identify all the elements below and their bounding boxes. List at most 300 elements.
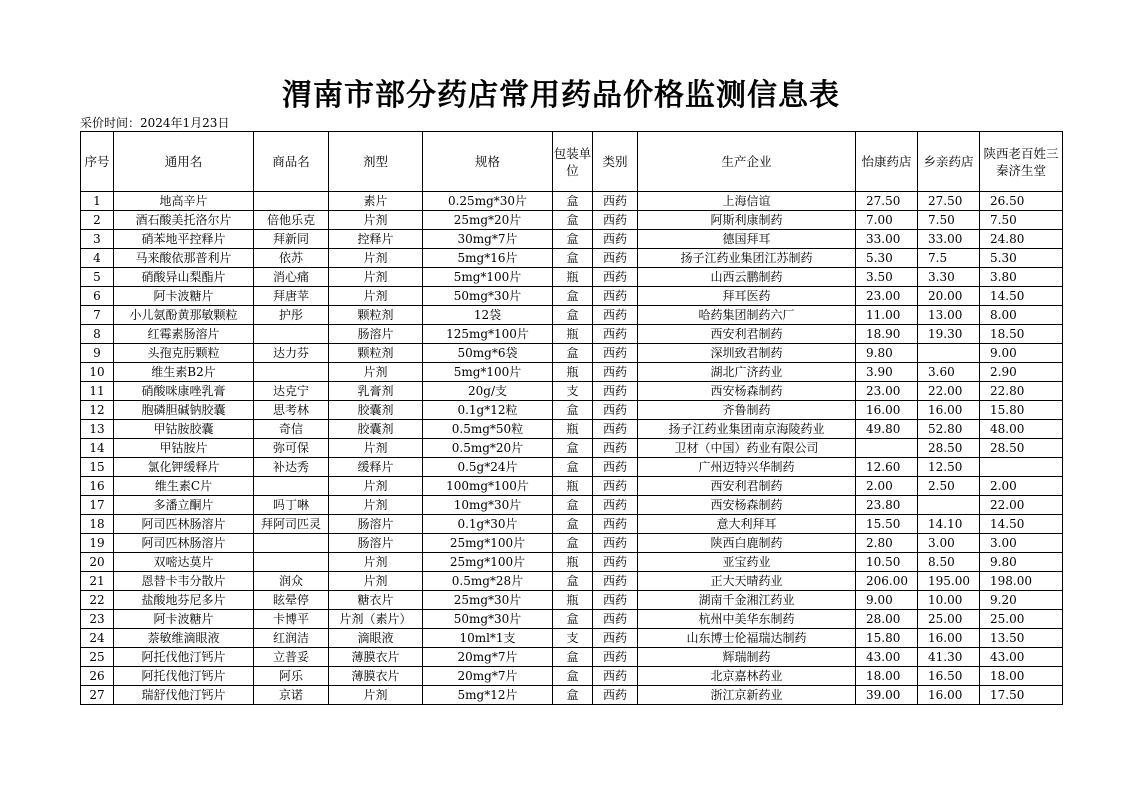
cell-spec: 0.5mg*28片 <box>423 572 553 591</box>
cell-price-laobaixing: 13.50 <box>980 629 1063 648</box>
cell-generic-name: 红霉素肠溶片 <box>114 325 254 344</box>
cell-manufacturer: 广州迈特兴华制药 <box>638 458 856 477</box>
cell-dosage-form: 肠溶片 <box>329 515 423 534</box>
cell-price-yikang: 18.90 <box>856 325 918 344</box>
cell-dosage-form: 片剂 <box>329 249 423 268</box>
cell-brand-name: 依苏 <box>254 249 329 268</box>
cell-category: 西药 <box>593 230 638 249</box>
cell-brand-name: 拜唐苹 <box>254 287 329 306</box>
cell-price-xiangqin: 16.50 <box>918 667 980 686</box>
cell-generic-name: 阿卡波糖片 <box>114 287 254 306</box>
header-index: 序号 <box>81 132 114 192</box>
cell-package-unit: 盒 <box>553 515 593 534</box>
cell-price-laobaixing: 48.00 <box>980 420 1063 439</box>
cell-spec: 100mg*100片 <box>423 477 553 496</box>
table-row <box>81 648 1063 667</box>
cell-price-xiangqin: 13.00 <box>918 306 980 325</box>
cell-index: 22 <box>81 591 114 610</box>
cell-index: 25 <box>81 648 114 667</box>
cell-index: 4 <box>81 249 114 268</box>
cell-brand-name: 京诺 <box>254 686 329 705</box>
cell-category: 西药 <box>593 268 638 287</box>
table-row <box>81 287 1063 306</box>
cell-package-unit: 盒 <box>553 686 593 705</box>
cell-price-yikang: 7.00 <box>856 211 918 230</box>
cell-dosage-form: 片剂 <box>329 477 423 496</box>
cell-category: 西药 <box>593 192 638 211</box>
cell-index: 11 <box>81 382 114 401</box>
cell-package-unit: 瓶 <box>553 325 593 344</box>
cell-price-yikang: 33.00 <box>856 230 918 249</box>
cell-category: 西药 <box>593 572 638 591</box>
table-row <box>81 477 1063 496</box>
cell-price-laobaixing: 3.00 <box>980 534 1063 553</box>
cell-price-yikang: 15.80 <box>856 629 918 648</box>
cell-package-unit: 瓶 <box>553 420 593 439</box>
cell-price-laobaixing: 2.00 <box>980 477 1063 496</box>
cell-brand-name: 护彤 <box>254 306 329 325</box>
cell-brand-name: 润众 <box>254 572 329 591</box>
cell-dosage-form: 片剂 <box>329 572 423 591</box>
cell-spec: 10mg*30片 <box>423 496 553 515</box>
table-row <box>81 667 1063 686</box>
cell-spec: 12袋 <box>423 306 553 325</box>
cell-index: 2 <box>81 211 114 230</box>
cell-package-unit: 盒 <box>553 306 593 325</box>
cell-price-laobaixing: 22.80 <box>980 382 1063 401</box>
cell-brand-name <box>254 553 329 572</box>
cell-manufacturer: 哈药集团制药六厂 <box>638 306 856 325</box>
cell-index: 26 <box>81 667 114 686</box>
cell-brand-name: 吗丁啉 <box>254 496 329 515</box>
cell-spec: 0.25mg*30片 <box>423 192 553 211</box>
cell-manufacturer: 湖南千金湘江药业 <box>638 591 856 610</box>
cell-spec: 0.5mg*20片 <box>423 439 553 458</box>
cell-price-yikang: 39.00 <box>856 686 918 705</box>
cell-category: 西药 <box>593 287 638 306</box>
cell-price-laobaixing <box>980 458 1063 477</box>
header-price-yikang: 怡康药店 <box>856 132 918 192</box>
cell-manufacturer: 西安利君制药 <box>638 477 856 496</box>
cell-package-unit: 盒 <box>553 439 593 458</box>
cell-price-xiangqin: 16.00 <box>918 629 980 648</box>
cell-price-yikang: 23.80 <box>856 496 918 515</box>
cell-brand-name <box>254 325 329 344</box>
table-row <box>81 344 1063 363</box>
cell-manufacturer: 意大利拜耳 <box>638 515 856 534</box>
cell-brand-name: 红润洁 <box>254 629 329 648</box>
cell-category: 西药 <box>593 439 638 458</box>
cell-package-unit: 盒 <box>553 344 593 363</box>
cell-package-unit: 盒 <box>553 230 593 249</box>
cell-price-laobaixing: 9.00 <box>980 344 1063 363</box>
cell-spec: 25mg*30片 <box>423 591 553 610</box>
cell-spec: 0.1g*12粒 <box>423 401 553 420</box>
cell-price-laobaixing: 24.80 <box>980 230 1063 249</box>
table-row <box>81 496 1063 515</box>
cell-category: 西药 <box>593 591 638 610</box>
cell-price-yikang: 27.50 <box>856 192 918 211</box>
cell-spec: 0.5mg*50粒 <box>423 420 553 439</box>
cell-index: 14 <box>81 439 114 458</box>
cell-price-laobaixing: 26.50 <box>980 192 1063 211</box>
cell-category: 西药 <box>593 648 638 667</box>
cell-manufacturer: 西安利君制药 <box>638 325 856 344</box>
cell-package-unit: 盒 <box>553 287 593 306</box>
cell-brand-name: 立普妥 <box>254 648 329 667</box>
table-row <box>81 306 1063 325</box>
cell-price-laobaixing: 28.50 <box>980 439 1063 458</box>
cell-dosage-form: 胶囊剂 <box>329 401 423 420</box>
cell-package-unit: 瓶 <box>553 553 593 572</box>
cell-brand-name <box>254 363 329 382</box>
header-price-xiangqin: 乡亲药店 <box>918 132 980 192</box>
cell-brand-name: 弥可保 <box>254 439 329 458</box>
cell-package-unit: 盒 <box>553 496 593 515</box>
cell-spec: 5mg*16片 <box>423 249 553 268</box>
cell-index: 20 <box>81 553 114 572</box>
cell-dosage-form: 片剂 <box>329 553 423 572</box>
cell-generic-name: 萘敏维滴眼液 <box>114 629 254 648</box>
cell-manufacturer: 扬子江药业集团南京海陵药业 <box>638 420 856 439</box>
cell-dosage-form: 糖衣片 <box>329 591 423 610</box>
cell-price-laobaixing: 25.00 <box>980 610 1063 629</box>
cell-spec: 20g/支 <box>423 382 553 401</box>
cell-price-xiangqin: 16.00 <box>918 401 980 420</box>
cell-spec: 50mg*30片 <box>423 287 553 306</box>
cell-index: 27 <box>81 686 114 705</box>
header-price-laobaixing: 陕西老百姓三秦济生堂 <box>980 132 1063 192</box>
cell-spec: 5mg*12片 <box>423 686 553 705</box>
cell-generic-name: 多潘立酮片 <box>114 496 254 515</box>
cell-dosage-form: 肠溶片 <box>329 325 423 344</box>
table-row <box>81 363 1063 382</box>
cell-category: 西药 <box>593 363 638 382</box>
cell-manufacturer: 正大天晴药业 <box>638 572 856 591</box>
cell-price-laobaixing: 15.80 <box>980 401 1063 420</box>
cell-price-yikang: 206.00 <box>856 572 918 591</box>
table-row <box>81 249 1063 268</box>
cell-brand-name: 拜阿司匹灵 <box>254 515 329 534</box>
table-row <box>81 686 1063 705</box>
header-brand-name: 商品名 <box>254 132 329 192</box>
cell-generic-name: 恩替卡韦分散片 <box>114 572 254 591</box>
table-row <box>81 382 1063 401</box>
cell-generic-name: 胞磷胆碱钠胶囊 <box>114 401 254 420</box>
cell-package-unit: 盒 <box>553 192 593 211</box>
cell-price-xiangqin: 3.60 <box>918 363 980 382</box>
cell-generic-name: 瑞舒伐他汀钙片 <box>114 686 254 705</box>
cell-category: 西药 <box>593 420 638 439</box>
cell-manufacturer: 上海信谊 <box>638 192 856 211</box>
cell-spec: 0.1g*30片 <box>423 515 553 534</box>
cell-index: 9 <box>81 344 114 363</box>
cell-spec: 5mg*100片 <box>423 363 553 382</box>
table-row <box>81 268 1063 287</box>
cell-price-laobaixing: 17.50 <box>980 686 1063 705</box>
cell-generic-name: 阿托伐他汀钙片 <box>114 648 254 667</box>
cell-generic-name: 硝酸咪康唑乳膏 <box>114 382 254 401</box>
cell-brand-name: 达克宁 <box>254 382 329 401</box>
cell-price-yikang: 2.00 <box>856 477 918 496</box>
cell-manufacturer: 北京嘉林药业 <box>638 667 856 686</box>
cell-dosage-form: 片剂 <box>329 496 423 515</box>
cell-category: 西药 <box>593 325 638 344</box>
cell-index: 13 <box>81 420 114 439</box>
cell-category: 西药 <box>593 515 638 534</box>
cell-generic-name: 马来酸依那普利片 <box>114 249 254 268</box>
cell-index: 7 <box>81 306 114 325</box>
table-row <box>81 515 1063 534</box>
cell-manufacturer: 湖北广济药业 <box>638 363 856 382</box>
cell-brand-name <box>254 192 329 211</box>
cell-price-laobaixing: 198.00 <box>980 572 1063 591</box>
cell-index: 3 <box>81 230 114 249</box>
table-row <box>81 401 1063 420</box>
cell-brand-name: 达力芬 <box>254 344 329 363</box>
cell-spec: 50mg*30片 <box>423 610 553 629</box>
cell-spec: 5mg*100片 <box>423 268 553 287</box>
table-row <box>81 610 1063 629</box>
cell-price-yikang: 23.00 <box>856 287 918 306</box>
cell-generic-name: 阿卡波糖片 <box>114 610 254 629</box>
cell-package-unit: 盒 <box>553 249 593 268</box>
cell-price-xiangqin: 7.5 <box>918 249 980 268</box>
cell-package-unit: 支 <box>553 629 593 648</box>
cell-price-laobaixing: 3.80 <box>980 268 1063 287</box>
cell-package-unit: 瓶 <box>553 268 593 287</box>
cell-dosage-form: 胶囊剂 <box>329 420 423 439</box>
cell-index: 24 <box>81 629 114 648</box>
cell-price-yikang: 11.00 <box>856 306 918 325</box>
table-row <box>81 325 1063 344</box>
cell-spec: 20mg*7片 <box>423 648 553 667</box>
cell-price-yikang: 3.50 <box>856 268 918 287</box>
cell-index: 18 <box>81 515 114 534</box>
cell-category: 西药 <box>593 667 638 686</box>
cell-price-laobaixing: 14.50 <box>980 287 1063 306</box>
cell-manufacturer: 扬子江药业集团江苏制药 <box>638 249 856 268</box>
cell-spec: 25mg*100片 <box>423 534 553 553</box>
header-spec: 规格 <box>423 132 553 192</box>
table-body <box>81 192 1063 705</box>
cell-generic-name: 盐酸地芬尼多片 <box>114 591 254 610</box>
cell-dosage-form: 片剂 <box>329 287 423 306</box>
cell-manufacturer: 陕西白鹿制药 <box>638 534 856 553</box>
cell-brand-name: 阿乐 <box>254 667 329 686</box>
cell-spec: 20mg*7片 <box>423 667 553 686</box>
cell-index: 12 <box>81 401 114 420</box>
cell-dosage-form: 缓释片 <box>329 458 423 477</box>
cell-price-yikang: 2.80 <box>856 534 918 553</box>
cell-price-yikang: 10.50 <box>856 553 918 572</box>
cell-manufacturer: 西安杨森制药 <box>638 382 856 401</box>
cell-manufacturer: 齐鲁制药 <box>638 401 856 420</box>
cell-category: 西药 <box>593 686 638 705</box>
cell-package-unit: 支 <box>553 382 593 401</box>
cell-price-yikang: 28.00 <box>856 610 918 629</box>
cell-package-unit: 瓶 <box>553 477 593 496</box>
cell-dosage-form: 薄膜衣片 <box>329 667 423 686</box>
cell-price-xiangqin: 25.00 <box>918 610 980 629</box>
cell-price-xiangqin: 22.00 <box>918 382 980 401</box>
cell-price-xiangqin: 10.00 <box>918 591 980 610</box>
cell-spec: 0.5g*24片 <box>423 458 553 477</box>
cell-price-xiangqin: 8.50 <box>918 553 980 572</box>
cell-brand-name: 思考林 <box>254 401 329 420</box>
cell-brand-name: 卡博平 <box>254 610 329 629</box>
cell-price-yikang: 16.00 <box>856 401 918 420</box>
table-row <box>81 192 1063 211</box>
cell-brand-name: 补达秀 <box>254 458 329 477</box>
cell-index: 21 <box>81 572 114 591</box>
cell-category: 西药 <box>593 629 638 648</box>
cell-price-yikang: 49.80 <box>856 420 918 439</box>
cell-category: 西药 <box>593 496 638 515</box>
cell-price-laobaixing: 2.90 <box>980 363 1063 382</box>
cell-package-unit: 盒 <box>553 667 593 686</box>
cell-price-xiangqin: 52.80 <box>918 420 980 439</box>
cell-generic-name: 维生素C片 <box>114 477 254 496</box>
table-row <box>81 458 1063 477</box>
cell-category: 西药 <box>593 477 638 496</box>
table-row <box>81 553 1063 572</box>
cell-spec: 25mg*100片 <box>423 553 553 572</box>
cell-price-yikang: 3.90 <box>856 363 918 382</box>
cell-manufacturer: 阿斯利康制药 <box>638 211 856 230</box>
cell-dosage-form: 滴眼液 <box>329 629 423 648</box>
cell-brand-name: 眩晕停 <box>254 591 329 610</box>
cell-index: 16 <box>81 477 114 496</box>
cell-manufacturer: 亚宝药业 <box>638 553 856 572</box>
cell-price-xiangqin: 33.00 <box>918 230 980 249</box>
cell-generic-name: 甲钴胺胶囊 <box>114 420 254 439</box>
cell-package-unit: 盒 <box>553 401 593 420</box>
cell-price-yikang <box>856 439 918 458</box>
cell-price-xiangqin: 14.10 <box>918 515 980 534</box>
cell-price-xiangqin: 2.50 <box>918 477 980 496</box>
cell-index: 23 <box>81 610 114 629</box>
table-row <box>81 420 1063 439</box>
cell-category: 西药 <box>593 382 638 401</box>
cell-manufacturer: 山东博士伦福瑞达制药 <box>638 629 856 648</box>
cell-dosage-form: 素片 <box>329 192 423 211</box>
cell-brand-name: 拜新同 <box>254 230 329 249</box>
cell-price-xiangqin <box>918 496 980 515</box>
cell-spec: 50mg*6袋 <box>423 344 553 363</box>
cell-dosage-form: 片剂 <box>329 439 423 458</box>
cell-generic-name: 阿司匹林肠溶片 <box>114 534 254 553</box>
cell-dosage-form: 颗粒剂 <box>329 306 423 325</box>
cell-price-yikang: 9.80 <box>856 344 918 363</box>
table-row <box>81 211 1063 230</box>
cell-price-xiangqin: 27.50 <box>918 192 980 211</box>
cell-dosage-form: 控释片 <box>329 230 423 249</box>
cell-dosage-form: 片剂（素片） <box>329 610 423 629</box>
cell-price-laobaixing: 5.30 <box>980 249 1063 268</box>
cell-price-yikang: 15.50 <box>856 515 918 534</box>
cell-dosage-form: 乳膏剂 <box>329 382 423 401</box>
cell-index: 10 <box>81 363 114 382</box>
cell-index: 8 <box>81 325 114 344</box>
cell-price-laobaixing: 9.80 <box>980 553 1063 572</box>
cell-price-xiangqin: 28.50 <box>918 439 980 458</box>
cell-dosage-form: 片剂 <box>329 363 423 382</box>
cell-index: 5 <box>81 268 114 287</box>
cell-index: 17 <box>81 496 114 515</box>
cell-price-yikang: 18.00 <box>856 667 918 686</box>
cell-index: 15 <box>81 458 114 477</box>
cell-package-unit: 盒 <box>553 534 593 553</box>
cell-generic-name: 地高辛片 <box>114 192 254 211</box>
table-row <box>81 572 1063 591</box>
header-category: 类别 <box>593 132 638 192</box>
cell-manufacturer: 辉瑞制药 <box>638 648 856 667</box>
table-row <box>81 629 1063 648</box>
cell-price-xiangqin: 3.30 <box>918 268 980 287</box>
cell-index: 19 <box>81 534 114 553</box>
page-title: 渭南市部分药店常用药品价格监测信息表 <box>282 78 840 113</box>
cell-price-xiangqin: 20.00 <box>918 287 980 306</box>
cell-price-xiangqin: 3.00 <box>918 534 980 553</box>
cell-dosage-form: 片剂 <box>329 268 423 287</box>
cell-price-laobaixing: 18.50 <box>980 325 1063 344</box>
cell-generic-name: 阿托伐他汀钙片 <box>114 667 254 686</box>
cell-price-laobaixing: 7.50 <box>980 211 1063 230</box>
cell-package-unit: 盒 <box>553 572 593 591</box>
cell-price-laobaixing: 18.00 <box>980 667 1063 686</box>
cell-dosage-form: 片剂 <box>329 686 423 705</box>
cell-generic-name: 维生素B2片 <box>114 363 254 382</box>
cell-manufacturer: 拜耳医药 <box>638 287 856 306</box>
cell-manufacturer: 深圳致君制药 <box>638 344 856 363</box>
cell-price-yikang: 43.00 <box>856 648 918 667</box>
cell-category: 西药 <box>593 610 638 629</box>
cell-price-laobaixing: 8.00 <box>980 306 1063 325</box>
cell-price-yikang: 9.00 <box>856 591 918 610</box>
cell-generic-name: 双嘧达莫片 <box>114 553 254 572</box>
cell-brand-name: 消心痛 <box>254 268 329 287</box>
cell-category: 西药 <box>593 249 638 268</box>
cell-generic-name: 头孢克肟颗粒 <box>114 344 254 363</box>
cell-price-xiangqin: 19.30 <box>918 325 980 344</box>
cell-index: 1 <box>81 192 114 211</box>
cell-package-unit: 瓶 <box>553 363 593 382</box>
cell-package-unit: 瓶 <box>553 591 593 610</box>
cell-spec: 10ml*1支 <box>423 629 553 648</box>
cell-price-laobaixing: 9.20 <box>980 591 1063 610</box>
cell-generic-name: 硝酸异山梨酯片 <box>114 268 254 287</box>
cell-price-yikang: 23.00 <box>856 382 918 401</box>
cell-category: 西药 <box>593 211 638 230</box>
table-row <box>81 439 1063 458</box>
cell-price-xiangqin: 195.00 <box>918 572 980 591</box>
cell-package-unit: 盒 <box>553 610 593 629</box>
cell-category: 西药 <box>593 553 638 572</box>
cell-price-xiangqin: 12.50 <box>918 458 980 477</box>
cell-brand-name: 倍他乐克 <box>254 211 329 230</box>
cell-generic-name: 阿司匹林肠溶片 <box>114 515 254 534</box>
cell-manufacturer: 山西云鹏制药 <box>638 268 856 287</box>
cell-spec: 30mg*7片 <box>423 230 553 249</box>
cell-generic-name: 甲钴胺片 <box>114 439 254 458</box>
header-generic-name: 通用名 <box>114 132 254 192</box>
cell-generic-name: 氯化钾缓释片 <box>114 458 254 477</box>
cell-manufacturer: 浙江京新药业 <box>638 686 856 705</box>
cell-price-laobaixing: 22.00 <box>980 496 1063 515</box>
cell-price-laobaixing: 14.50 <box>980 515 1063 534</box>
cell-dosage-form: 片剂 <box>329 211 423 230</box>
